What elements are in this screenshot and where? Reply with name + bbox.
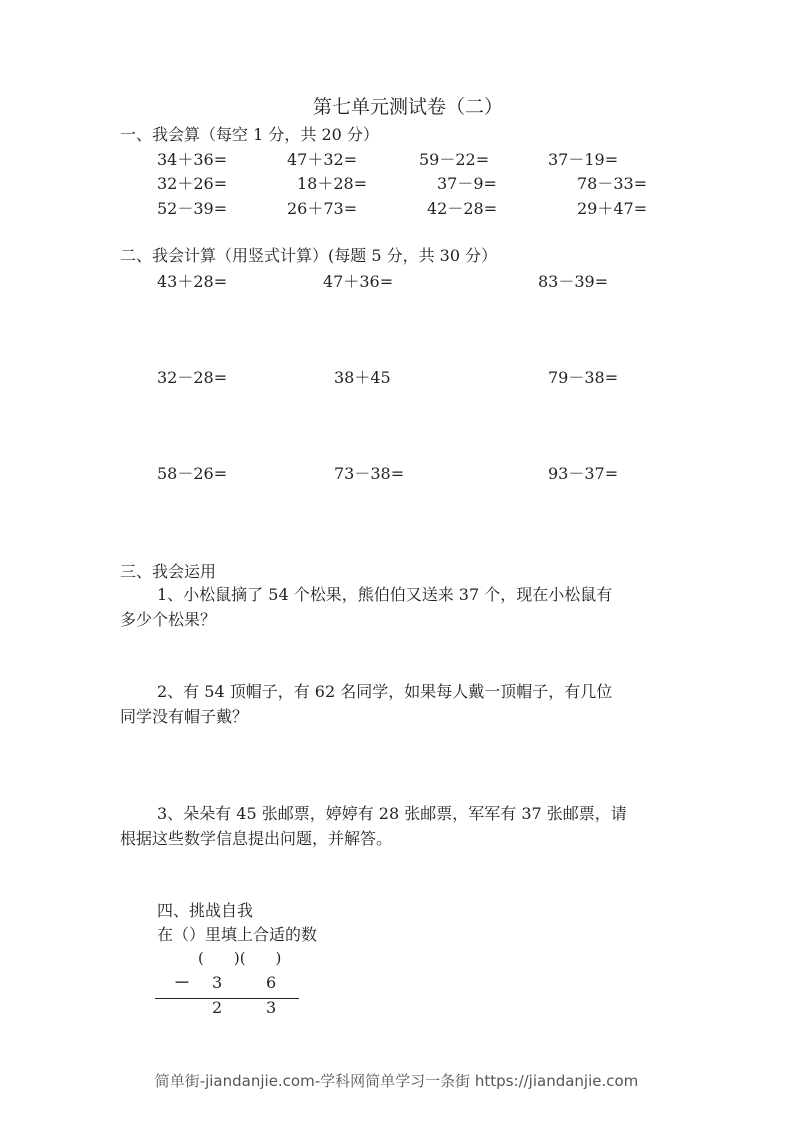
problem: 52－39= [157, 199, 228, 218]
section3-heading: 三、我会运用 [120, 562, 217, 581]
problem: 42－28= [427, 199, 498, 218]
section2-heading: 二、我会计算（用竖式计算）(每题 5 分，共 30 分） [120, 246, 498, 265]
question-2-cont: 同学没有帽子戴？ [120, 707, 249, 726]
question-3-cont: 根据这些数学信息提出问题，并解答。 [120, 829, 393, 848]
problem: 78－33= [577, 174, 648, 193]
problem: 79－38= [548, 368, 619, 387]
problem: 59－22= [419, 150, 490, 169]
problem: 32－28= [157, 368, 228, 387]
section4-heading: 四、挑战自我 [157, 901, 254, 920]
problem: 38＋45 [334, 368, 391, 387]
problem: 47＋36= [323, 272, 394, 291]
problem: 58－26= [157, 464, 228, 483]
problem: 26＋73= [287, 199, 358, 218]
problem: 32＋26= [157, 174, 228, 193]
subtrahend-tens: 3 [212, 973, 223, 992]
answer-blanks: ( )( ) [198, 949, 282, 967]
divider-line [155, 998, 299, 999]
result-ones: 3 [266, 998, 277, 1017]
question-1-cont: 多少个松果？ [120, 610, 217, 629]
page-title: 第七单元测试卷（二） [312, 96, 503, 118]
problem: 47＋32= [287, 150, 358, 169]
problem: 29＋47= [577, 199, 648, 218]
problem: 93－37= [548, 464, 619, 483]
question-2: 2、有 54 顶帽子，有 62 名同学，如果每人戴一顶帽子，有几位 [157, 682, 613, 701]
problem: 73－38= [334, 464, 405, 483]
section1-heading: 一、我会算（每空 1 分，共 20 分） [120, 125, 379, 144]
minus-sign: － [174, 973, 191, 992]
subtrahend-ones: 6 [266, 973, 277, 992]
question-3: 3、朵朵有 45 张邮票，婷婷有 28 张邮票，军军有 37 张邮票，请 [157, 804, 627, 823]
footer-watermark: 简单街-jiandanjie.com-学科网简单学习一条街 https://jiandanjie.com [154, 1072, 639, 1090]
problem: 43＋28= [157, 272, 228, 291]
problem: 37－19= [548, 150, 619, 169]
problem: 83－39= [538, 272, 609, 291]
problem: 34＋36= [157, 150, 228, 169]
problem: 37－9= [437, 174, 497, 193]
question-1: 1、小松鼠摘了 54 个松果，熊伯伯又送来 37 个，现在小松鼠有 [157, 585, 613, 604]
section4-instruction: 在（）里填上合适的数 [157, 925, 318, 944]
problem: 18＋28= [297, 174, 368, 193]
result-tens: 2 [212, 998, 223, 1017]
